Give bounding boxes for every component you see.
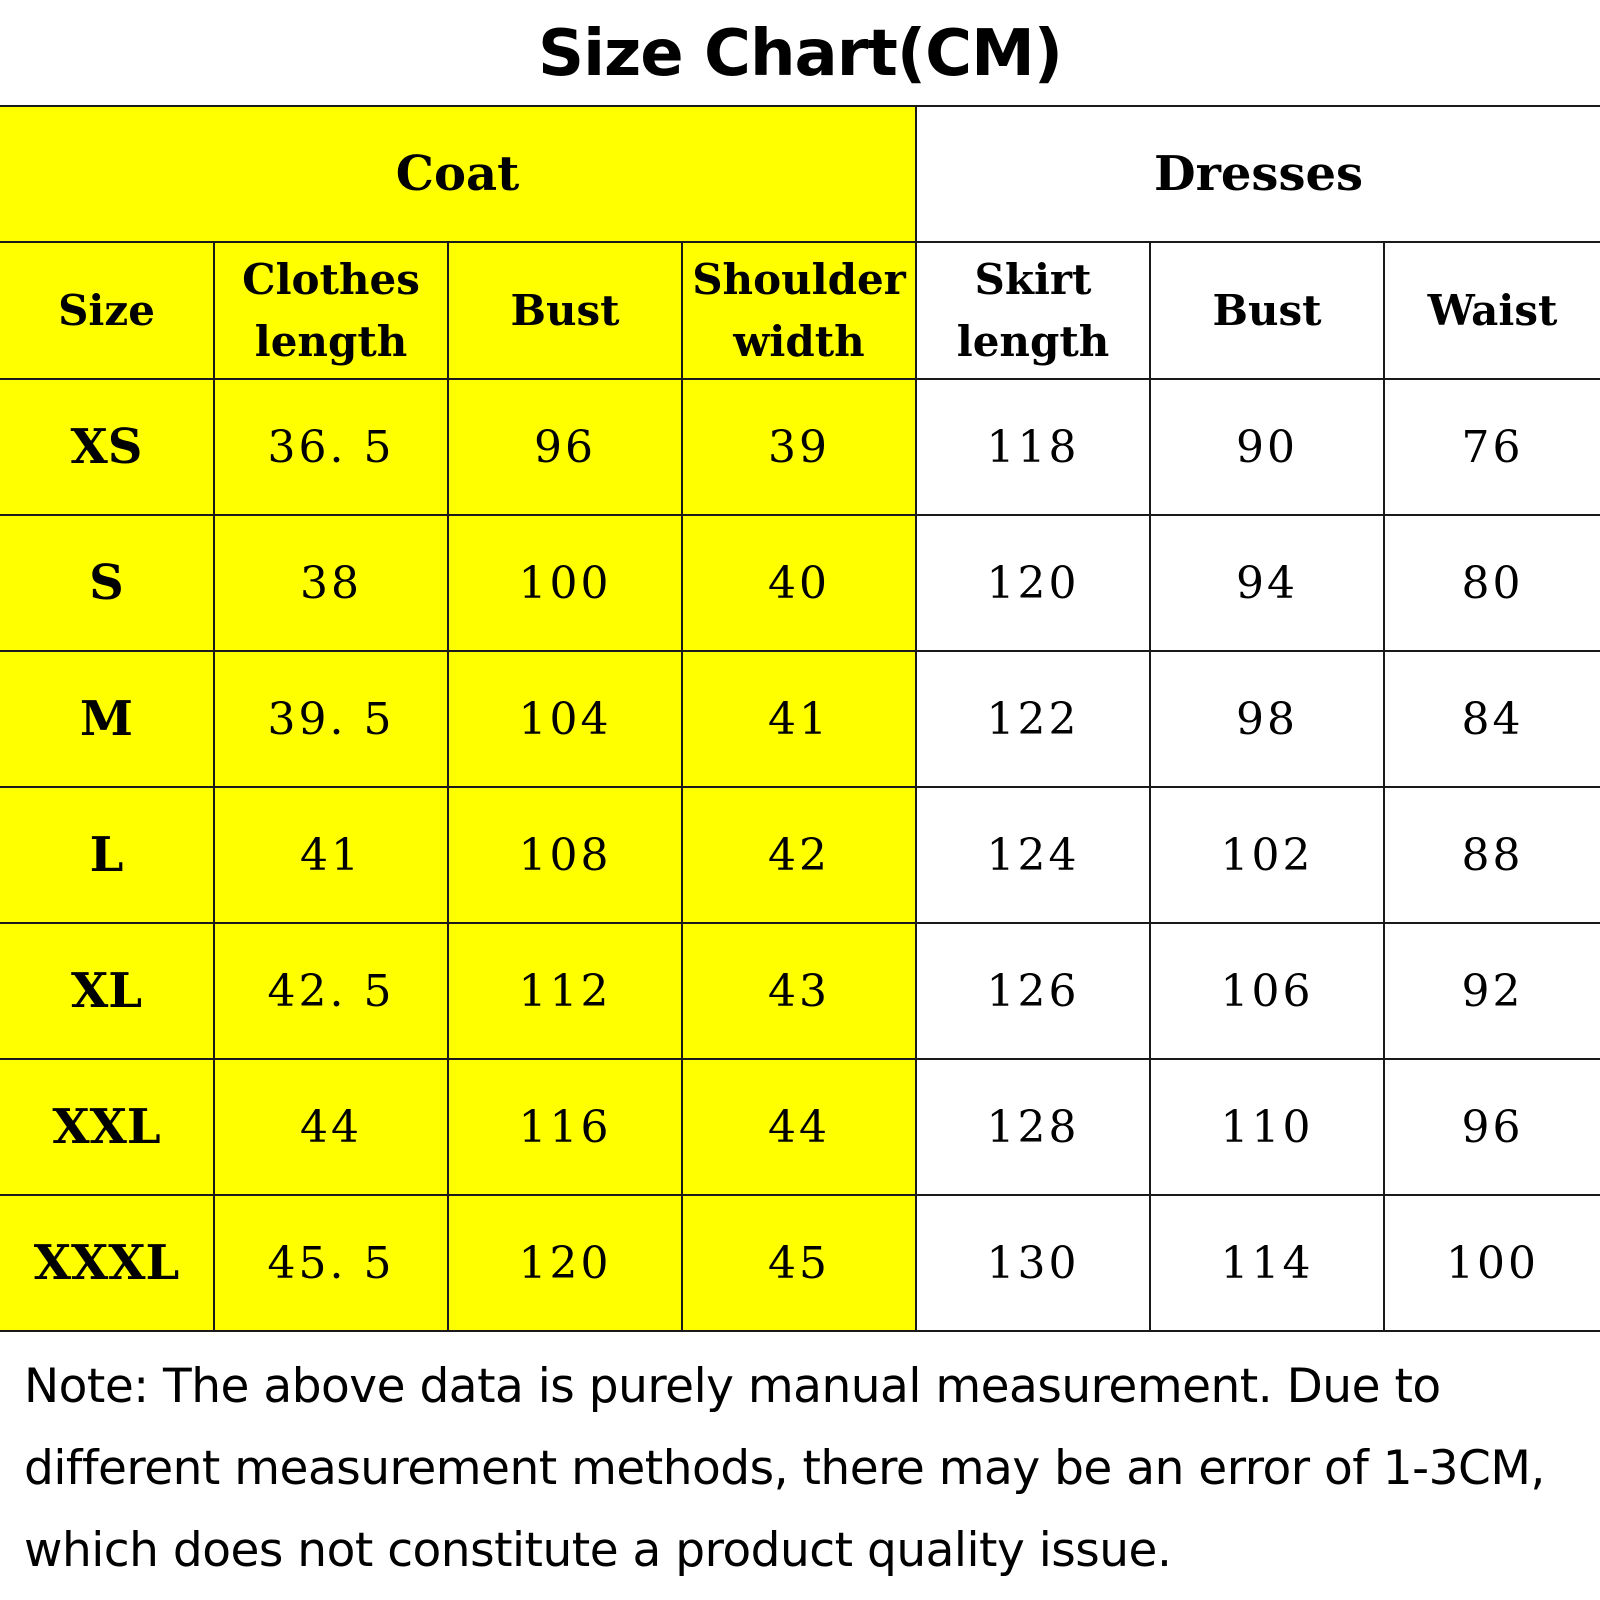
size-cell: XXL xyxy=(0,1059,214,1195)
header-dress-waist-label: Waist xyxy=(1427,285,1558,335)
coat-clothes-length-cell: 45. 5 xyxy=(214,1195,448,1331)
coat-shoulder-width-cell: 45 xyxy=(682,1195,916,1331)
table-row xyxy=(0,651,1600,787)
header-dress-skirt-length-line-2: length xyxy=(956,316,1110,366)
dress-skirt-length-cell: 124 xyxy=(916,787,1150,923)
table-row xyxy=(0,515,1600,651)
table-row xyxy=(0,379,1600,515)
column-header-row xyxy=(0,242,1600,379)
dress-waist-cell: 92 xyxy=(1384,923,1600,1059)
header-size xyxy=(0,242,214,379)
header-dress-bust xyxy=(1150,242,1384,379)
table-row xyxy=(0,1195,1600,1331)
size-cell: S xyxy=(0,515,214,651)
coat-shoulder-width-cell: 43 xyxy=(682,923,916,1059)
dress-bust-cell: 90 xyxy=(1150,379,1384,515)
size-cell: M xyxy=(0,651,214,787)
coat-bust-cell: 100 xyxy=(448,515,682,651)
header-coat-clothes-length-line-2: length xyxy=(254,316,408,366)
coat-clothes-length-cell: 41 xyxy=(214,787,448,923)
table-row xyxy=(0,923,1600,1059)
dress-waist-cell: 88 xyxy=(1384,787,1600,923)
dress-bust-cell: 98 xyxy=(1150,651,1384,787)
dress-skirt-length-cell: 118 xyxy=(916,379,1150,515)
dress-skirt-length-cell: 128 xyxy=(916,1059,1150,1195)
coat-bust-cell: 108 xyxy=(448,787,682,923)
dress-skirt-length-cell: 120 xyxy=(916,515,1150,651)
dress-bust-cell: 106 xyxy=(1150,923,1384,1059)
header-size-label: Size xyxy=(58,285,155,335)
size-cell: XL xyxy=(0,923,214,1059)
dress-waist-cell: 76 xyxy=(1384,379,1600,515)
dress-bust-cell: 114 xyxy=(1150,1195,1384,1331)
table-row xyxy=(0,1059,1600,1195)
group-header-row xyxy=(0,106,1600,242)
coat-shoulder-width-cell: 44 xyxy=(682,1059,916,1195)
header-dress-bust-label: Bust xyxy=(1212,285,1322,335)
coat-bust-cell: 120 xyxy=(448,1195,682,1331)
header-dress-skirt-length xyxy=(916,242,1150,379)
dress-skirt-length-cell: 122 xyxy=(916,651,1150,787)
dresses-group-header: Dresses xyxy=(916,106,1600,242)
header-dress-waist xyxy=(1384,242,1600,379)
header-coat-shoulder-width-line-1: Shoulder xyxy=(692,254,906,304)
coat-shoulder-width-cell: 42 xyxy=(682,787,916,923)
coat-shoulder-width-cell: 40 xyxy=(682,515,916,651)
dress-bust-cell: 102 xyxy=(1150,787,1384,923)
coat-clothes-length-cell: 44 xyxy=(214,1059,448,1195)
dress-bust-cell: 94 xyxy=(1150,515,1384,651)
page-title: Size Chart(CM) xyxy=(538,17,1062,91)
coat-clothes-length-cell: 36. 5 xyxy=(214,379,448,515)
coat-bust-cell: 116 xyxy=(448,1059,682,1195)
header-coat-bust xyxy=(448,242,682,379)
size-table xyxy=(0,105,1600,1332)
coat-group-header: Coat xyxy=(0,106,916,242)
header-coat-clothes-length xyxy=(214,242,448,379)
coat-bust-cell: 104 xyxy=(448,651,682,787)
size-cell: XS xyxy=(0,379,214,515)
measurement-note: Note: The above data is purely manual measurement. Due to different measurement methods, there may be an error of 1-3CM, which does not constitute a product quality issue. xyxy=(24,1359,1545,1578)
dress-waist-cell: 84 xyxy=(1384,651,1600,787)
table-row xyxy=(0,787,1600,923)
coat-shoulder-width-cell: 39 xyxy=(682,379,916,515)
header-dress-skirt-length-line-1: Skirt xyxy=(974,254,1092,304)
header-coat-shoulder-width xyxy=(682,242,916,379)
dress-waist-cell: 96 xyxy=(1384,1059,1600,1195)
table-body xyxy=(0,106,1600,1331)
size-cell: XXXL xyxy=(0,1195,214,1331)
coat-clothes-length-cell: 39. 5 xyxy=(214,651,448,787)
coat-bust-cell: 112 xyxy=(448,923,682,1059)
dress-skirt-length-cell: 130 xyxy=(916,1195,1150,1331)
dress-waist-cell: 100 xyxy=(1384,1195,1600,1331)
dress-waist-cell: 80 xyxy=(1384,515,1600,651)
coat-bust-cell: 96 xyxy=(448,379,682,515)
dress-bust-cell: 110 xyxy=(1150,1059,1384,1195)
coat-shoulder-width-cell: 41 xyxy=(682,651,916,787)
coat-clothes-length-cell: 38 xyxy=(214,515,448,651)
size-cell: L xyxy=(0,787,214,923)
header-coat-shoulder-width-line-2: width xyxy=(733,316,865,366)
dress-skirt-length-cell: 126 xyxy=(916,923,1150,1059)
coat-clothes-length-cell: 42. 5 xyxy=(214,923,448,1059)
header-coat-clothes-length-line-1: Clothes xyxy=(242,254,420,304)
header-coat-bust-label: Bust xyxy=(510,285,620,335)
